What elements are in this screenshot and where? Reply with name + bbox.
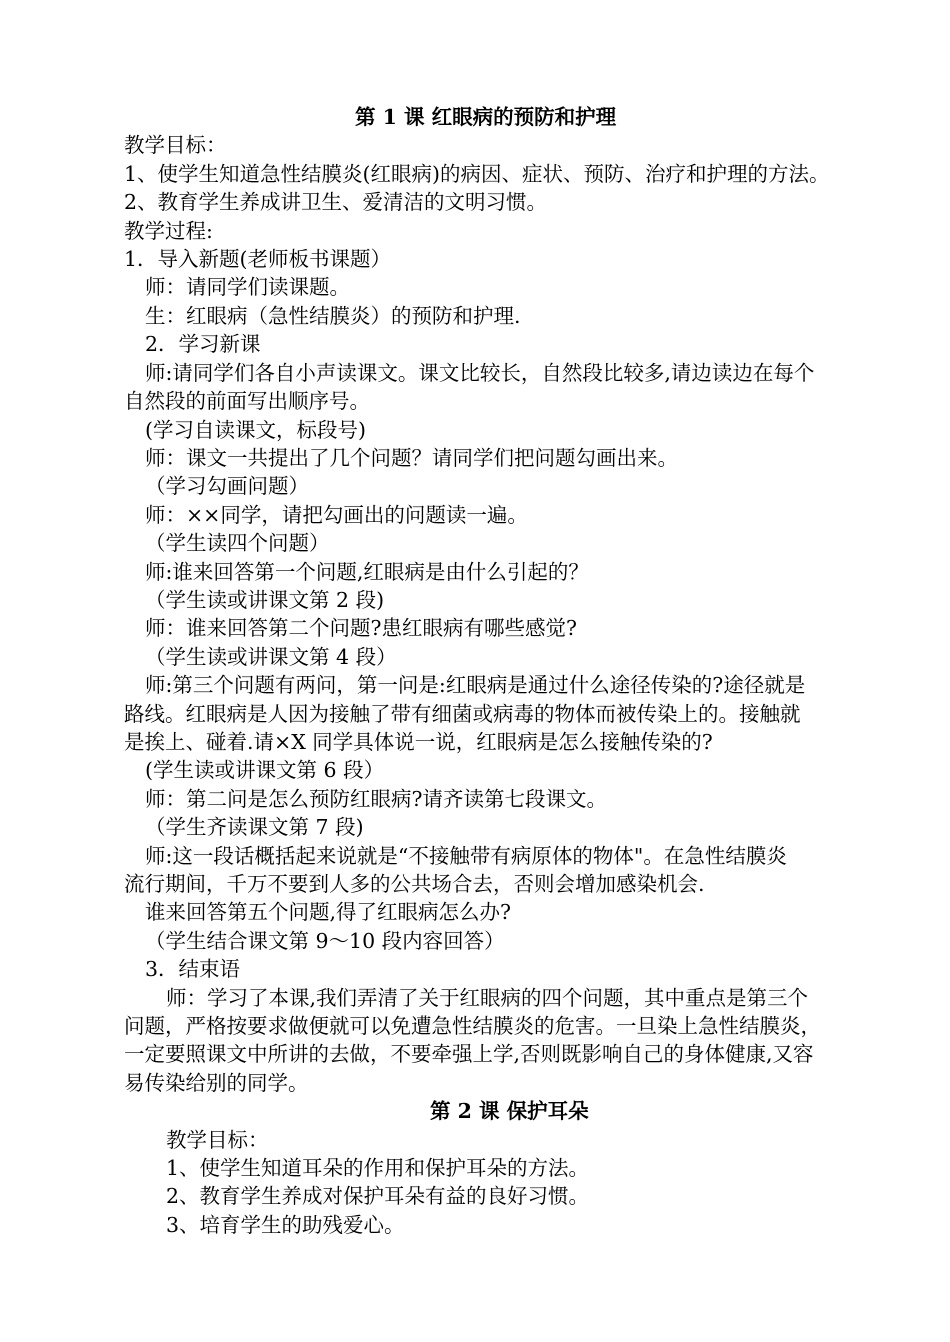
text-line: 问题，严格按要求做便就可以免遭急性结膜炎的危害。一旦染上急性结膜炎， bbox=[124, 1014, 821, 1038]
text-line: 师:这一段话概括起来说就是“不接触带有病原体的物体"。在急性结膜炎 bbox=[145, 844, 787, 868]
text-line: 师：谁来回答第二个问题?患红眼病有哪些感觉? bbox=[145, 616, 577, 640]
text-line: 1、使学生知道耳朵的作用和保护耳朵的方法。 bbox=[166, 1156, 590, 1180]
text-line: 师：课文一共提出了几个问题？请同学们把问题勾画出来。 bbox=[145, 446, 678, 470]
text-line: 师：学习了本课,我们弄清了关于红眼病的四个问题，其中重点是第三个 bbox=[166, 986, 809, 1010]
text-line: 3．结束语 bbox=[145, 957, 241, 981]
text-line: 生：红眼病（急性结膜炎）的预防和护理. bbox=[145, 304, 521, 328]
text-line: 易传染给别的同学。 bbox=[124, 1071, 309, 1095]
text-line: 1．导入新题(老师板书课题） bbox=[124, 247, 392, 271]
text-line: 2、教育学生养成讲卫生、爱清洁的文明习惯。 bbox=[124, 190, 548, 214]
text-line: （学习勾画问题） bbox=[145, 474, 309, 498]
text-line: 一定要照课文中所讲的去做，不要牵强上学,否则既影响自己的身体健康,又容 bbox=[124, 1042, 814, 1066]
text-line: 教学目标： bbox=[166, 1128, 269, 1152]
text-line: 3、培育学生的助残爱心。 bbox=[166, 1213, 405, 1237]
text-line: （学生读或讲课文第 2 段) bbox=[145, 588, 385, 612]
text-line: 2．学习新课 bbox=[145, 332, 261, 356]
text-line: （学生读四个问题） bbox=[145, 531, 330, 555]
text-line: 流行期间，千万不要到人多的公共场合去，否则会增加感染机会. bbox=[124, 872, 705, 896]
text-line: 1、使学生知道急性结膜炎(红眼病)的病因、症状、预防、治疗和护理的方法。 bbox=[124, 162, 830, 186]
text-line: 路线。红眼病是人因为接触了带有细菌或病毒的物体而被传染上的。接触就 bbox=[124, 702, 801, 726]
text-line: 师：第二问是怎么预防红眼病?请齐读第七段课文。 bbox=[145, 787, 607, 811]
text-line: (学生读或讲课文第 6 段） bbox=[145, 758, 385, 782]
text-line: 2、教育学生养成对保护耳朵有益的良好习惯。 bbox=[166, 1184, 590, 1208]
text-line: 自然段的前面写出顺序号。 bbox=[124, 389, 370, 413]
text-line: 是挨上、碰着.请×X 同学具体说一说，红眼病是怎么接触传染的? bbox=[124, 730, 713, 754]
text-line: 师:第三个问题有两问，第一问是:红眼病是通过什么途径传染的?途径就是 bbox=[145, 673, 806, 697]
text-line: 谁来回答第五个问题,得了红眼病怎么办? bbox=[145, 900, 512, 924]
text-line: 教学目标： bbox=[124, 133, 227, 157]
text-line: （学生结合课文第 9～10 段内容回答） bbox=[145, 929, 505, 953]
text-line: 师：请同学们读课题。 bbox=[145, 275, 350, 299]
text-line: 师:谁来回答第一个问题,红眼病是由什么引起的？ bbox=[145, 560, 589, 584]
text-line: 师:请同学们各自小声读课文。课文比较长，自然段比较多,请边读边在每个 bbox=[145, 361, 815, 385]
text-line: 师：××同学，请把勾画出的问题读一遍。 bbox=[145, 503, 528, 527]
text-line: （学生读或讲课文第 4 段） bbox=[145, 645, 397, 669]
text-line: （学生齐读课文第 7 段) bbox=[145, 815, 364, 839]
lesson-1-title: 第 1 课 红眼病的预防和护理 bbox=[355, 105, 617, 129]
text-line: (学习自读课文，标段号) bbox=[145, 418, 366, 442]
text-line: 教学过程: bbox=[124, 219, 213, 243]
lesson-2-title: 第 2 课 保护耳朵 bbox=[430, 1099, 589, 1123]
